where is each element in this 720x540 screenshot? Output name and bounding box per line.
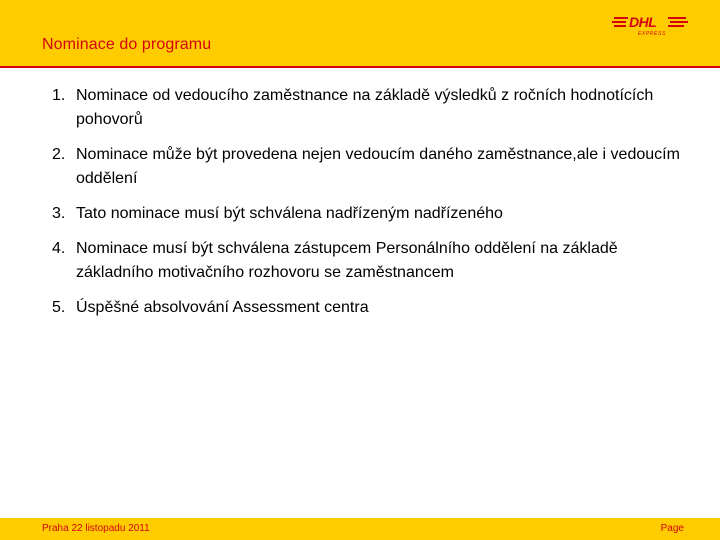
list-item-text: Nominace může být provedena nejen vedoucím daného zaměstnance,ale i vedoucím oddělení — [76, 146, 680, 187]
slide-title: Nominace do programu — [42, 36, 212, 53]
list-item-text: Nominace od vedoucího zaměstnance na základě výsledků z ročních hodnotících pohovorů — [76, 87, 654, 128]
logo-tagline-text: EXPRESS — [638, 31, 666, 37]
header-divider — [0, 66, 720, 68]
dhl-logo-icon — [612, 12, 690, 38]
list-item — [52, 143, 692, 191]
list-item-text: Úspěšné absolvování Assessment centra — [76, 299, 369, 316]
list-item — [52, 296, 692, 320]
list-item — [52, 84, 692, 132]
list-item-text: Tato nominace musí být schválena nadřízeným nadřízeného — [76, 205, 503, 222]
list-item-text: Nominace musí být schválena zástupcem Personálního oddělení na základě základního motivačního rozhovoru se zaměstnancem — [76, 240, 618, 281]
list-item-number: 4. — [52, 240, 66, 257]
list-item-number: 5. — [52, 299, 66, 316]
list-item-number: 2. — [52, 146, 66, 163]
nomination-criteria-list — [52, 84, 692, 331]
footer-date: Praha 22 listopadu 2011 — [42, 523, 150, 534]
list-item — [52, 237, 692, 285]
slide-footer — [0, 518, 720, 540]
list-item — [52, 202, 692, 226]
list-item-number: 3. — [52, 205, 66, 222]
list-item-number: 1. — [52, 87, 66, 104]
footer-page-label: Page — [660, 523, 684, 534]
logo-brand-text: DHL — [629, 14, 657, 30]
